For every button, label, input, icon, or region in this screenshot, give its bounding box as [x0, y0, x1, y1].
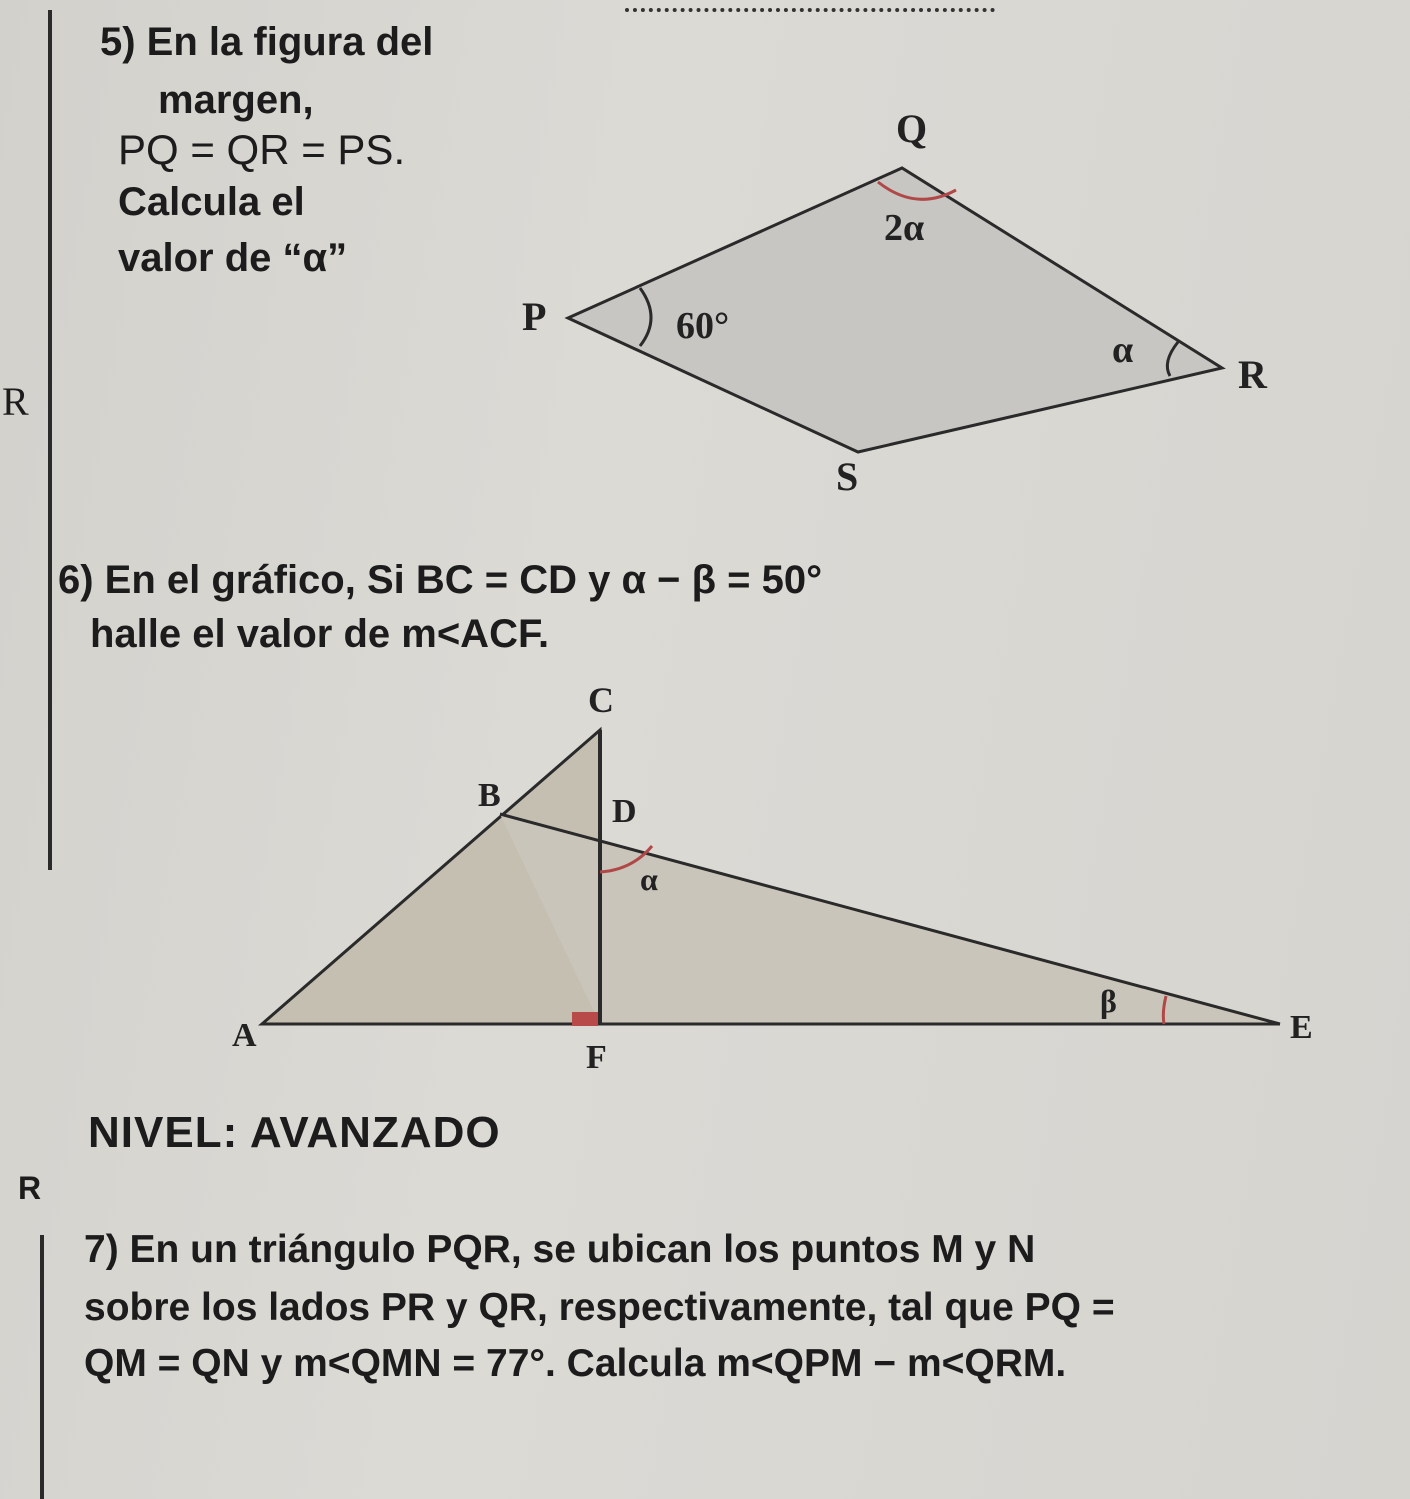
- vertex-label-d: D: [612, 793, 637, 830]
- vertex-label-e: E: [1290, 1009, 1313, 1046]
- problem7-line3: QM = QN y m<QMN = 77°. Calcula m<QPM − m<QRM.: [84, 1342, 1067, 1385]
- margin-label-r1: R: [2, 379, 29, 424]
- vertex-label-a: A: [232, 1017, 257, 1054]
- problem5-line5: valor de “α”: [118, 236, 348, 280]
- vertex-label-r: R: [1238, 352, 1267, 397]
- problem5-line1: 5) En la figura del: [100, 20, 434, 64]
- problem7-line1: 7) En un triángulo PQR, se ubican los puntos M y N: [84, 1228, 1036, 1271]
- vertex-label-f: F: [586, 1039, 607, 1076]
- vertex-label-q: Q: [896, 106, 928, 151]
- problem7-line2: sobre los lados PR y QR, respectivamente, tal que PQ =: [84, 1286, 1115, 1329]
- angle-label-p: 60°: [676, 305, 730, 347]
- problem5-line4: Calcula el: [118, 180, 305, 224]
- angle-label-beta: β: [1100, 983, 1117, 1019]
- angle-label-q: 2α: [884, 207, 925, 249]
- angle-label-alpha: α: [640, 861, 658, 897]
- vertex-label-b: B: [478, 777, 501, 814]
- margin-label-r2: R: [18, 1170, 42, 1206]
- problem5-line2: margen,: [158, 78, 314, 122]
- problem6-line1: 6) En el gráfico, Si BC = CD y α − β = 50°: [58, 558, 823, 602]
- level-heading: NIVEL: AVANZADO: [88, 1108, 501, 1157]
- right-angle-mark: [572, 1012, 598, 1026]
- vertex-label-p: P: [522, 294, 547, 339]
- vertex-label-c: C: [588, 680, 614, 720]
- angle-label-r: α: [1112, 329, 1134, 371]
- problem5-line3: PQ = QR = PS.: [118, 126, 406, 173]
- problem6-line2: halle el valor de m<ACF.: [90, 612, 550, 656]
- vertex-label-s: S: [836, 454, 859, 499]
